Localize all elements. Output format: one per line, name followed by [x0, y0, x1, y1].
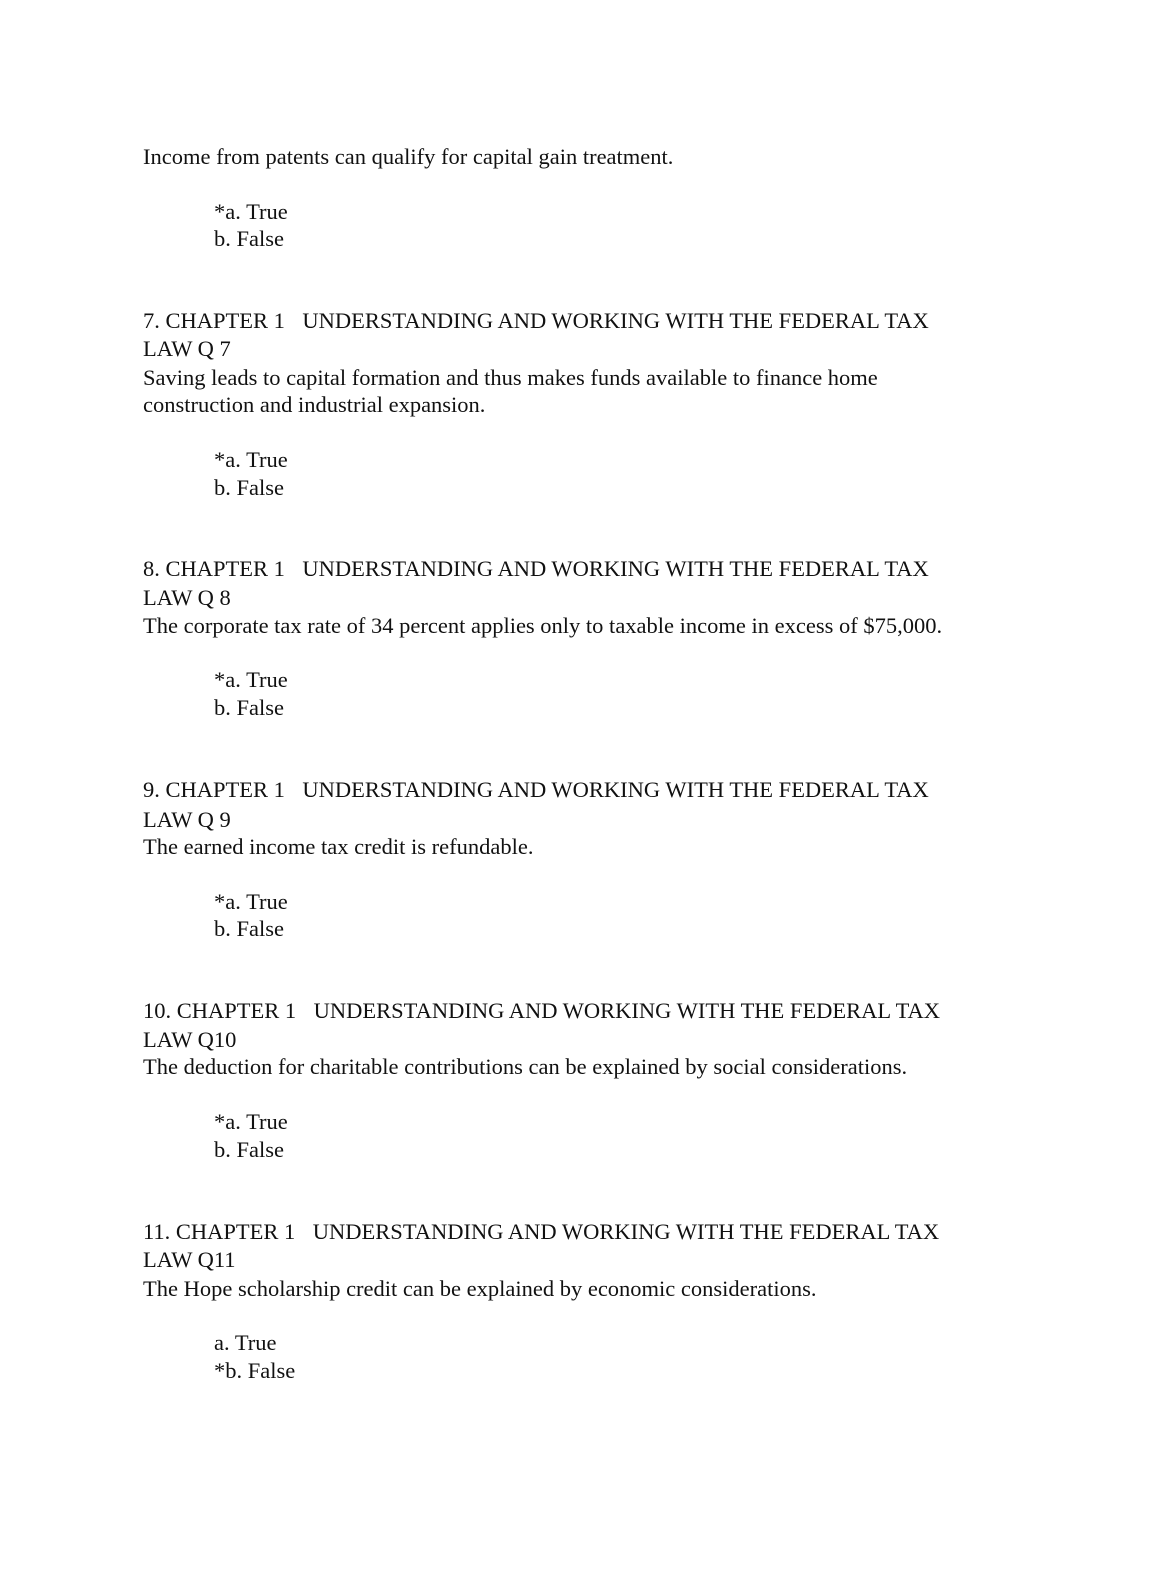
question-text: Saving leads to capital formation and thus makes funds available to finance home — [143, 365, 878, 390]
option-b: *b. False — [214, 1358, 296, 1383]
question-text: The earned income tax credit is refundable. — [143, 834, 534, 859]
option-a: *a. True — [214, 199, 288, 224]
option-b: b. False — [214, 226, 284, 251]
question-heading: 10. CHAPTER 1 UNDERSTANDING AND WORKING WITH THE FEDERAL TAX — [143, 998, 941, 1023]
question-heading: 8. CHAPTER 1 UNDERSTANDING AND WORKING WITH THE FEDERAL TAX — [143, 556, 929, 581]
question-heading: 7. CHAPTER 1 UNDERSTANDING AND WORKING WITH THE FEDERAL TAX — [143, 308, 929, 333]
question-heading: 9. CHAPTER 1 UNDERSTANDING AND WORKING WITH THE FEDERAL TAX — [143, 777, 929, 802]
option-a: *a. True — [214, 889, 288, 914]
question-heading-cont: LAW Q 9 — [143, 807, 231, 832]
question-heading-cont: LAW Q11 — [143, 1247, 236, 1272]
option-b: b. False — [214, 695, 284, 720]
option-a: a. True — [214, 1330, 277, 1355]
question-text: The Hope scholarship credit can be explained by economic considerations. — [143, 1276, 817, 1301]
option-b: b. False — [214, 916, 284, 941]
question-text: Income from patents can qualify for capital gain treatment. — [143, 144, 674, 169]
question-text: The corporate tax rate of 34 percent applies only to taxable income in excess of $75,000. — [143, 613, 943, 638]
question-heading-cont: LAW Q 7 — [143, 336, 231, 361]
question-text-cont: construction and industrial expansion. — [143, 392, 486, 417]
question-heading: 11. CHAPTER 1 UNDERSTANDING AND WORKING WITH THE FEDERAL TAX — [143, 1219, 940, 1244]
option-b: b. False — [214, 1137, 284, 1162]
option-a: *a. True — [214, 1109, 288, 1134]
question-text: The deduction for charitable contributions can be explained by social considerations. — [143, 1054, 908, 1079]
question-heading-cont: LAW Q10 — [143, 1027, 237, 1052]
option-a: *a. True — [214, 667, 288, 692]
option-b: b. False — [214, 475, 284, 500]
question-heading-cont: LAW Q 8 — [143, 585, 231, 610]
option-a: *a. True — [214, 447, 288, 472]
